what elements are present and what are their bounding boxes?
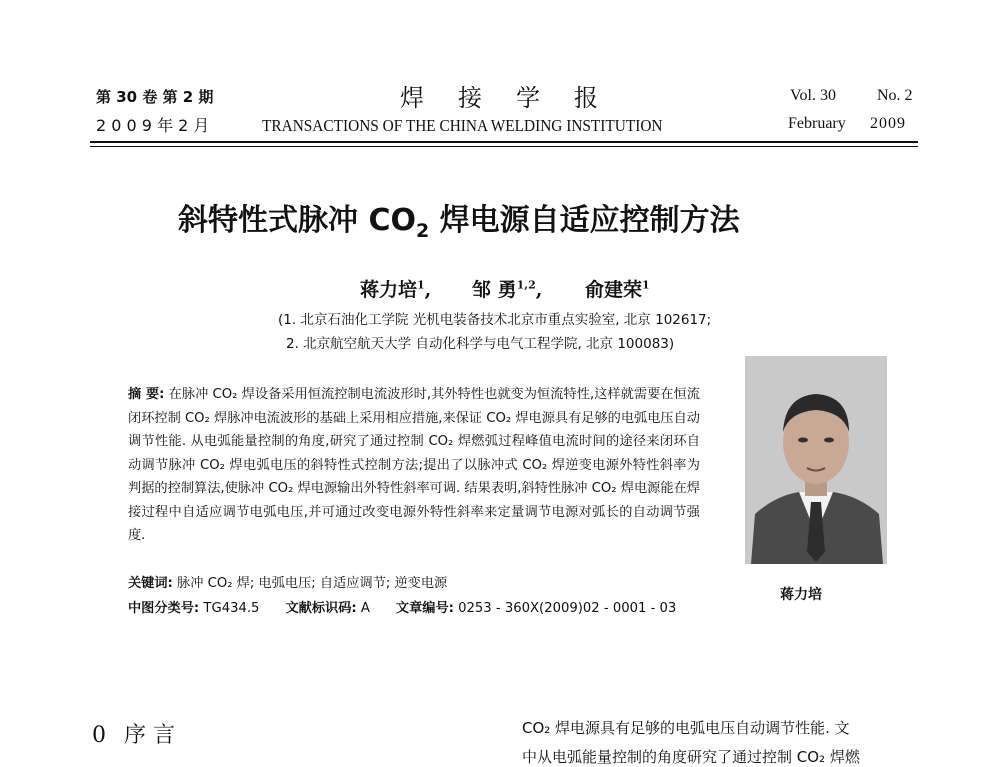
header-rule-thick bbox=[90, 141, 918, 143]
volume-issue: 第 30 卷 第 2 期 bbox=[96, 88, 214, 106]
photo-caption: 蒋力培 bbox=[780, 587, 822, 603]
author-photo bbox=[745, 356, 887, 564]
section-heading: 0 序 言 bbox=[92, 723, 175, 748]
abstract-text: 在脉冲 CO₂ 焊设备采用恒流控制电流波形时,其外特性也就变为恒流特性,这样就需要在恒流闭环控制 CO₂ 焊脉冲电流波形的基础上采用相应措施,来保证 CO₂ 焊电源具有足够的电弧电压自动调节性能. 从电弧能量控制的角度,研究了通过控制 CO₂ 焊燃弧过程峰值电流时间的途径来闭环自动调节脉冲 CO₂ 焊电弧电压的斜特性式控制方法;提出了以脉冲式 CO₂ 焊逆变电源外特性斜率为判据的控制算法,使脉冲 CO₂ 焊电源输出外特性斜率可调. 结果表明,斜特性脉冲 CO₂ 焊电源能在焊接过程中自适应调节电弧电压,并可通过改变电源外特性斜率来定量调节电源对弧长的自动调节强度. bbox=[128, 387, 700, 543]
month-en: February bbox=[788, 115, 846, 132]
abstract-label: 摘 要: bbox=[128, 387, 165, 402]
author-1: 蒋力培$^1$, bbox=[360, 278, 432, 301]
abstract bbox=[128, 383, 700, 548]
keywords: 关键词: 脉冲 CO₂ 焊; 电弧电压; 自适应调节; 逆变电源 bbox=[128, 576, 448, 591]
classification-line: 中图分类号: TG434.5 文献标识码: A 文章编号: 0253 - 360X(2009)02 - 0001 - 03 bbox=[128, 601, 677, 616]
journal-name-cn: 焊接学报 bbox=[400, 84, 632, 112]
body-line-2: 中从电弧能量控制的角度研究了通过控制 CO₂ 焊燃 bbox=[522, 748, 860, 766]
journal-name-en: TRANSACTIONS OF THE CHINA WELDING INSTITUTION bbox=[262, 116, 663, 135]
affiliation-1: (1. 北京石油化工学院 光机电装备技术北京市重点实验室, 北京 102617; bbox=[278, 312, 712, 328]
affiliation-2: 2. 北京航空航天大学 自动化科学与电气工程学院, 北京 100083) bbox=[286, 336, 675, 352]
author-3: 俞建荣$^1$ bbox=[585, 278, 650, 301]
year-en: 2009 bbox=[870, 115, 906, 132]
volume-en: Vol. 30 bbox=[790, 87, 836, 104]
issue-number-en: No. 2 bbox=[877, 87, 913, 104]
paper-title: 斜特性式脉冲 $CO_2$ 焊电源自适应控制方法 bbox=[178, 203, 740, 242]
author-portrait-illustration bbox=[745, 356, 887, 564]
author-2: 邹 勇$^{1,2}$, bbox=[472, 278, 543, 301]
body-line-1: CO₂ 焊电源具有足够的电弧电压自动调节性能. 文 bbox=[522, 719, 850, 737]
issue-date-cn: 2 0 0 9 年 2 月 bbox=[96, 116, 210, 135]
header-rule-thin bbox=[90, 146, 918, 147]
